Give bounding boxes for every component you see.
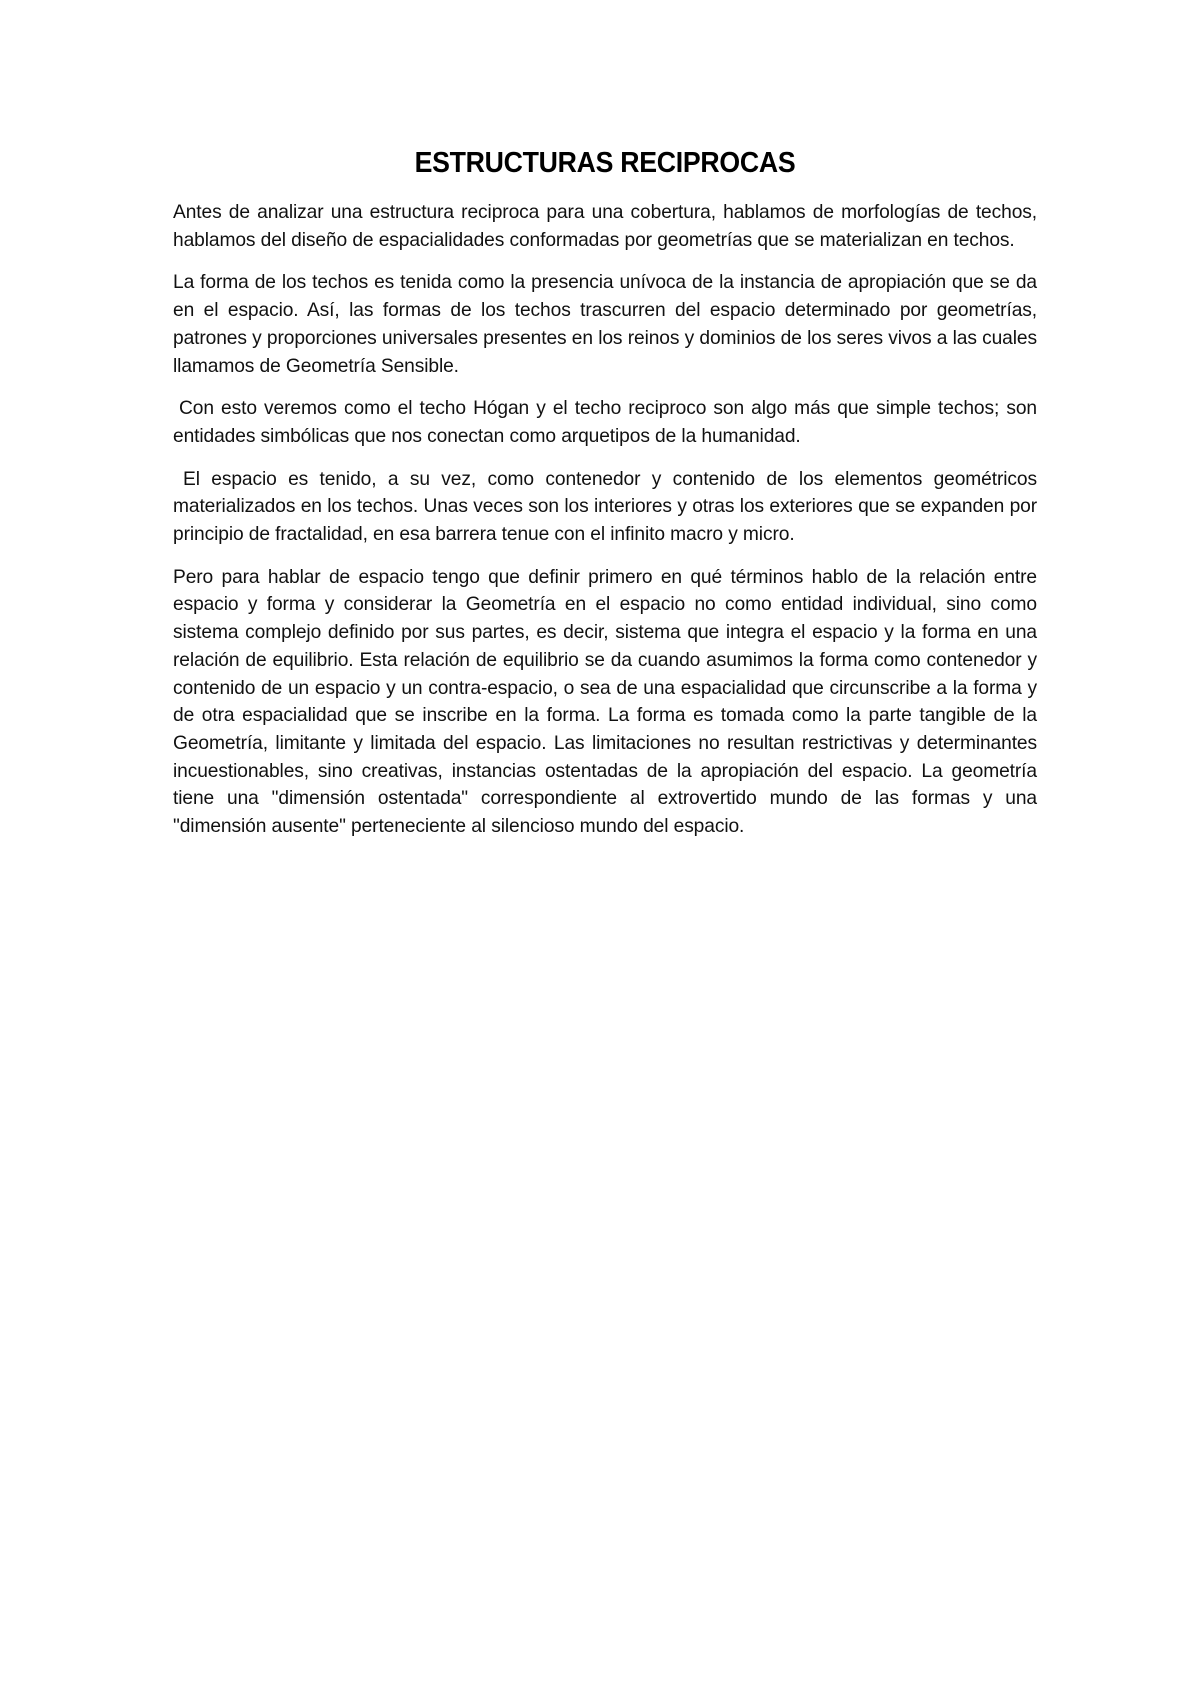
paragraph-space-container: El espacio es tenido, a su vez, como contenedor y contenido de los elementos geométricos materializados en los techos. Unas veces son los interiores y otras los exteriores que se expanden por principio de fractalidad, en esa barrera tenue con el infinito macro y micro.	[173, 468, 1037, 546]
paragraph-hogan-roof: Con esto veremos como el techo Hógan y el techo reciproco son algo más que simple techos; son entidades simbólicas que nos conectan como arquetipos de la humanidad.	[173, 398, 1037, 447]
paragraph-roof-form: La forma de los techos es tenida como la presencia unívoca de la instancia de apropiación que se da en el espacio. Así, las formas de los techos trascurren del espacio determinado por geometrías, patrones y proporciones universales presentes en los reinos y dominios de los seres vivos a las cuales llamamos de Geometría Sensible.	[173, 272, 1037, 377]
paragraph-space-form-relation: Pero para hablar de espacio tengo que definir primero en qué términos hablo de la relación entre espacio y forma y considerar la Geometría en el espacio no como entidad individual, sino como sistema complejo definido por sus partes, es decir, sistema que integra el espacio y la forma en una relación de equilibrio. Esta relación de equilibrio se da cuando asumimos la forma como contenedor y contenido de un espacio y un contra-espacio, o sea de una espacialidad que circunscribe a la forma y de otra espacialidad que se inscribe en la forma. La forma es tomada como la parte tangible de la Geometría, limitante y limitada del espacio. Las limitaciones no resultan restrictivas y determinantes incuestionables, sino creativas, instancias ostentadas de la apropiación del espacio. La geometría tiene una "dimensión ostentada" correspondiente al extrovertido mundo de las formas y una "dimensión ausente" perteneciente al silencioso mundo del espacio.	[173, 566, 1037, 838]
document-page	[173, 145, 1037, 856]
paragraph-intro: Antes de analizar una estructura reciproca para una cobertura, hablamos de morfologías de techos, hablamos del diseño de espacialidades conformadas por geometrías que se materializan en techos.	[173, 202, 1037, 251]
document-title: ESTRUCTURAS RECIPROCAS	[414, 147, 796, 179]
